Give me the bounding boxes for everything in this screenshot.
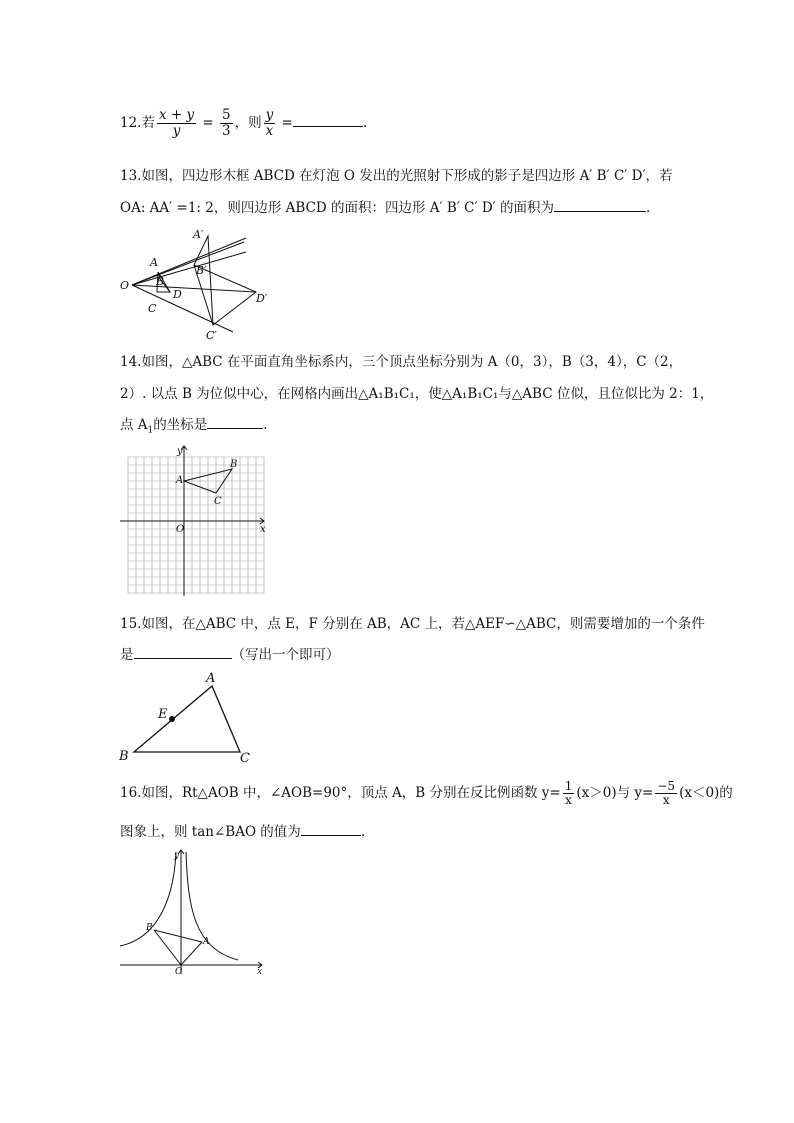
q16-line-1 [120, 780, 733, 807]
question-12 [120, 108, 367, 139]
q16-f2-num: −5 [657, 779, 676, 793]
q14-line-3-pre: 点 A [120, 417, 148, 433]
q12-frac3-num: y [265, 107, 274, 123]
q16-end: . [360, 824, 366, 840]
label-d-prime: D′ [256, 292, 268, 305]
label-b: B [156, 275, 165, 288]
point-b-label: B [230, 459, 238, 470]
q15-figure-triangle [116, 668, 261, 768]
y-axis-label: y [174, 851, 180, 861]
q14-answer-blank[interactable] [207, 414, 263, 429]
q16-fraction-neg5-over-x [655, 780, 677, 807]
ray-od [132, 285, 256, 292]
q16-line-2-text: 图象上，则 tan∠BAO 的值为 [120, 824, 301, 840]
triangle-abc [134, 686, 240, 752]
q12-middle: ，则 [234, 115, 262, 131]
label-c: C [240, 751, 250, 766]
q12-fraction-y-over-x [264, 108, 276, 139]
q15-line-1: 15.如图，在△ABC 中，点 E，F 分别在 AB，AC 上，若△AEF∽△ABC，则需要增加的一个条件 [120, 616, 705, 632]
q13-figure-shadow-projection [118, 222, 278, 344]
q16-f1-num: 1 [564, 779, 573, 793]
x-axis-label: x [257, 967, 263, 976]
q16-figure-hyperbolas [118, 848, 268, 976]
q12-suffix-eq: = [277, 115, 293, 131]
curve-1-over-x [186, 852, 238, 960]
label-d: D [173, 288, 182, 301]
q12-frac1-den: y [172, 123, 181, 139]
q14-line-2: 2）. 以点 B 为位似中心，在网格内画出△A₁B₁C₁，使△A₁B₁C₁与△ABC 位似，且位似比为 2：1， [120, 386, 714, 402]
q13-answer-blank[interactable] [554, 197, 646, 212]
label-e: E [158, 707, 168, 722]
q15-line-2-post: （写出一个即可） [231, 647, 340, 663]
q16-line-2 [120, 820, 365, 840]
q14-figure-coordinate-grid [118, 440, 273, 600]
q16-f1-den: x [565, 793, 572, 807]
q12-fraction-5-over-3 [220, 108, 233, 139]
q12-frac3-den: x [265, 123, 274, 139]
ray-oa-extension [132, 242, 244, 285]
label-a-prime: A′ [193, 228, 204, 241]
q14-line-3 [120, 413, 268, 436]
q14-subscript: 1 [147, 425, 154, 436]
q16-pre: 16.如图，Rt△AOB 中，∠AOB=90°，顶点 A，B 分别在反比例函数 y= [120, 785, 561, 801]
q14-line-3-post: 的坐标是 [153, 417, 208, 433]
label-a: A [150, 256, 158, 269]
q16-mid: (x＞0)与 y= [576, 785, 654, 801]
q12-answer-blank[interactable] [293, 112, 363, 127]
y-axis-label: y [177, 446, 183, 457]
q12-equals: = [198, 115, 219, 131]
point-a-label: A [176, 475, 184, 486]
q14-end: . [263, 417, 268, 433]
origin-label: O [176, 524, 185, 535]
x-axis-label: x [260, 524, 266, 535]
q15-line-2-pre: 是 [120, 647, 134, 663]
q13-end: . [646, 200, 651, 216]
q12-prefix: 12.若 [120, 115, 155, 131]
point-a-label: A [203, 937, 210, 947]
q12-end: . [362, 115, 368, 131]
q12-frac2-num: 5 [222, 107, 231, 123]
q16-f2-den: x [662, 793, 670, 807]
q12-fraction-x-plus-y-over-y [157, 108, 196, 139]
point-c-label: C [214, 496, 222, 507]
q12-frac1-num: x + y [158, 107, 195, 123]
q13-line-1: 13.如图，四边形木框 ABCD 在灯泡 O 发出的光照射下形成的影子是四边形 A′ B′ C′ D′，若 [120, 168, 673, 184]
q16-answer-blank[interactable] [301, 821, 361, 836]
triangle-aob [154, 930, 202, 965]
label-c: C [148, 302, 157, 315]
q15-answer-blank[interactable] [134, 644, 232, 659]
label-b: B [119, 749, 129, 764]
origin-label: O [175, 967, 183, 976]
q13-line-2 [120, 196, 650, 216]
q16-fraction-1-over-x [563, 780, 575, 807]
q16-post: (x＜0)的 [679, 785, 733, 801]
point-b-label: B [146, 923, 153, 933]
q14-line-1: 14.如图，△ABC 在平面直角坐标系内，三个顶点坐标分别为 A（0，3），B（3，4），C（2， [120, 354, 683, 370]
label-c-prime: C′ [206, 329, 217, 342]
point-e [169, 716, 175, 722]
q13-line-2-text: OA: AA′ =1: 2，则四边形 ABCD 的面积：四边形 A′ B′ C′ D′ 的面积为 [120, 200, 555, 216]
label-a: A [206, 671, 216, 686]
q12-frac2-den: 3 [222, 123, 231, 139]
q15-line-2 [120, 643, 340, 663]
label-o: O [120, 279, 130, 292]
label-b-prime: B′ [196, 264, 207, 277]
